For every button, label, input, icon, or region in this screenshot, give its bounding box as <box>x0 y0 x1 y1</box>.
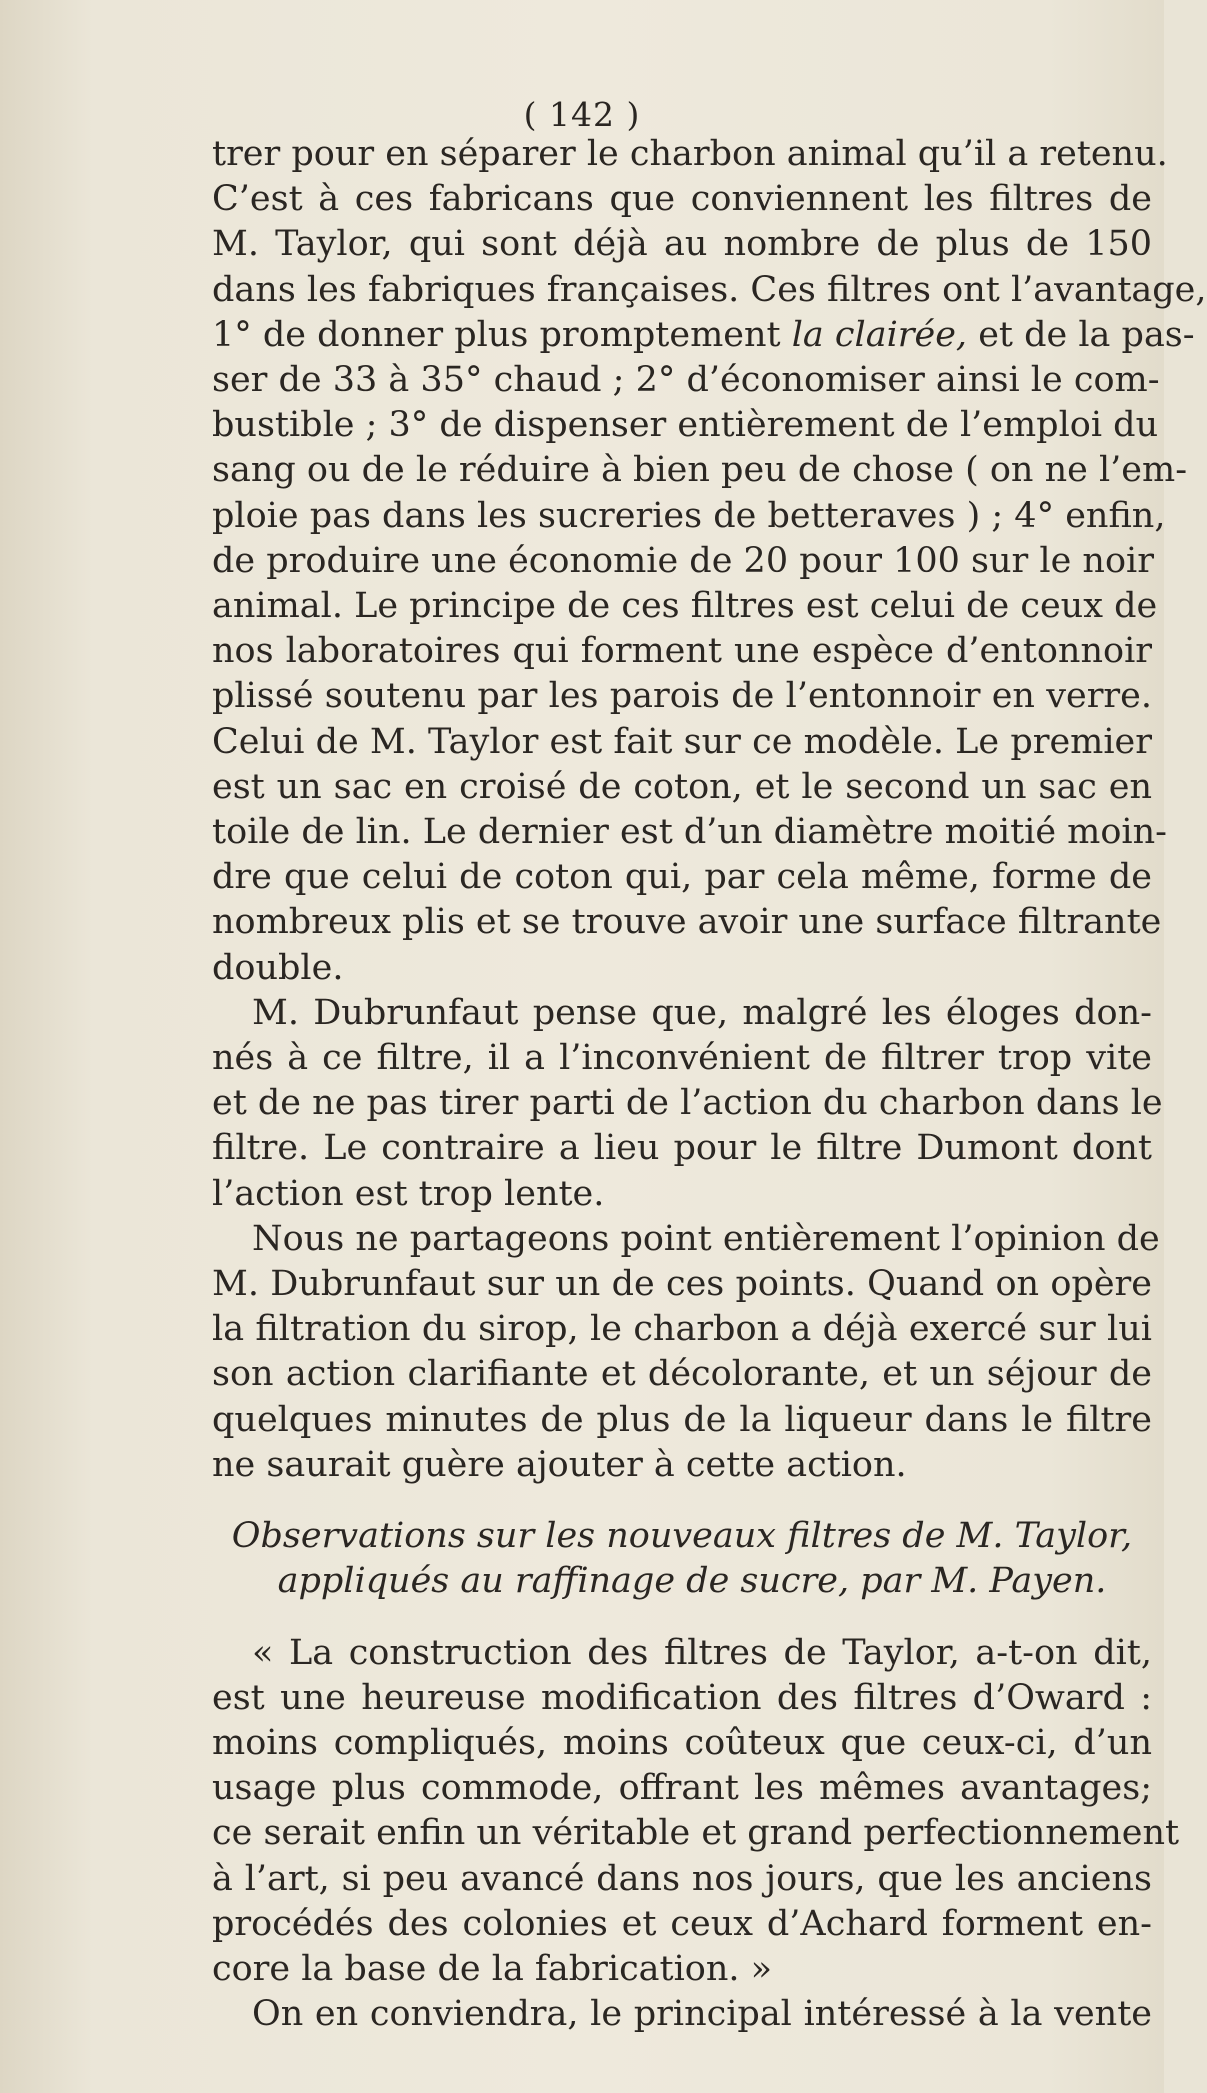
text-line: l’action est trop lente. <box>212 1173 605 1214</box>
paragraph-2 <box>212 991 1163 1217</box>
text-line: moins compliqués, moins coûteux que ceux-ci, d’un <box>212 1722 1152 1763</box>
section-heading-line-2: appliqués au raffinage de sucre, par M. Payen. <box>277 1561 1107 1602</box>
text-line: est une heureuse modification des filtres d’Oward : <box>212 1677 1152 1718</box>
text-line: Celui de M. Taylor est fait sur ce modèle. Le premier <box>212 721 1152 762</box>
paragraph-3 <box>212 1217 1160 1488</box>
text-line: trer pour en séparer le charbon animal qu’il a retenu. <box>212 134 1168 174</box>
text-line: M. Taylor, qui sont déjà au nombre de plus de 150 <box>212 224 1152 265</box>
text-line: usage plus commode, offrant les mêmes avantages; <box>212 1768 1152 1809</box>
text-line: bustible ; 3° de dispenser entièrement de l’emploi du <box>212 405 1159 446</box>
text-segment: 1° de donner plus promptement <box>212 314 781 355</box>
text-segment: et de la pas- <box>978 314 1195 355</box>
text-line: On en conviendra, le principal intéressé à la vente <box>252 1994 1152 2035</box>
text-line: animal. Le principe de ces filtres est celui de ceux de <box>212 586 1158 627</box>
page-number: ( 142 ) <box>523 95 641 134</box>
text-line: M. Dubrunfaut sur un de ces points. Quand on opère <box>212 1264 1152 1305</box>
text-line: à l’art, si peu avancé dans nos jours, que les anciens <box>212 1858 1152 1899</box>
text-line: procédés des colonies et ceux d’Achard forment en- <box>212 1903 1152 1944</box>
text-line: nombreux plis et se trouve avoir une surface filtrante <box>212 902 1162 943</box>
paragraph-4 <box>212 1631 1180 1993</box>
paragraph-5 <box>212 1992 1152 2037</box>
text-line-mixed <box>212 313 1195 358</box>
text-line: dre que celui de coton qui, par cela même, forme de <box>212 857 1152 898</box>
text-line: core la base de la fabrication. » <box>212 1948 773 1989</box>
section-gap <box>212 1488 1152 1514</box>
text-line: plissé soutenu par les parois de l’entonnoir en verre. <box>212 676 1152 717</box>
text-line: dans les fabriques françaises. Ces filtres ont l’avantage, <box>212 269 1207 310</box>
section-heading-line-1: Observations sur les nouveaux filtres de M. Taylor, <box>231 1516 1133 1557</box>
section-gap <box>212 1605 1152 1631</box>
text-line: son action clarifiante et décolorante, et un séjour de <box>212 1354 1152 1395</box>
text-line: la filtration du sirop, le charbon a déjà exercé sur lui <box>212 1309 1152 1350</box>
body-text <box>212 132 1207 2037</box>
text-line: ne saurait guère ajouter à cette action. <box>212 1444 907 1485</box>
text-line: toile de lin. Le dernier est d’un diamètre moitié moin- <box>212 812 1167 853</box>
text-line: nos laboratoires qui forment une espèce d’entonnoir <box>212 631 1152 672</box>
text-line: de produire une économie de 20 pour 100 sur le noir <box>212 540 1154 581</box>
paragraph-1 <box>212 132 1207 991</box>
text-line: ser de 33 à 35° chaud ; 2° d’économiser ainsi le com- <box>212 360 1160 401</box>
text-line: ploie pas dans les sucreries de betteraves ) ; 4° enfin, <box>212 495 1166 536</box>
text-line: M. Dubrunfaut pense que, malgré les éloges don- <box>252 992 1152 1033</box>
text-line: quelques minutes de plus de la liqueur dans le filtre <box>212 1399 1152 1440</box>
text-line: double. <box>212 947 344 988</box>
text-line: filtre. Le contraire a lieu pour le filtre Dumont dont <box>212 1128 1152 1169</box>
section-heading <box>212 1514 1152 1604</box>
text-line: est un sac en croisé de coton, et le second un sac en <box>212 766 1152 807</box>
text-line: et de ne pas tirer parti de l’action du charbon dans le <box>212 1083 1163 1124</box>
italic-term: la clairée, <box>791 314 968 355</box>
text-line: C’est à ces fabricans que conviennent les filtres de <box>212 179 1152 220</box>
text-line: sang ou de le réduire à bien peu de chose ( on ne l’em- <box>212 450 1188 491</box>
text-line: ce serait enfin un véritable et grand perfectionnement <box>212 1813 1180 1854</box>
text-line: « La construction des filtres de Taylor, a-t-on dit, <box>252 1632 1152 1673</box>
text-line: Nous ne partageons point entièrement l’opinion de <box>252 1218 1160 1259</box>
text-line: nés à ce filtre, il a l’inconvénient de filtrer trop vite <box>212 1038 1152 1079</box>
